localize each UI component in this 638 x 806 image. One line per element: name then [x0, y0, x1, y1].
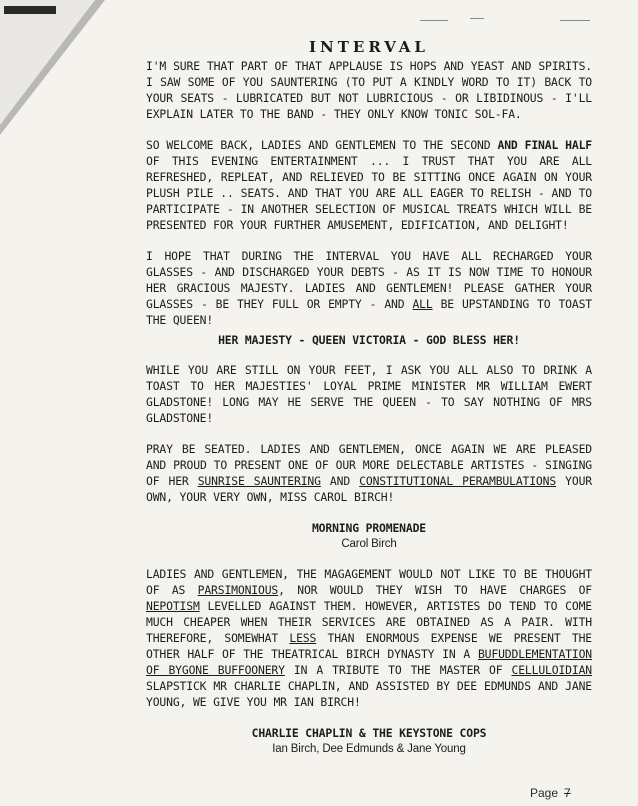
text-span: PRAY BE SEATED. LADIES AND GENTLEMEN, ONCE AGAIN WE ARE PLEASED AND PROUD TO PRESENT ONE OF OUR MORE DELECTABLE ARTISTES - SINGING OF HER — [146, 442, 592, 488]
paragraph-3 — [146, 248, 592, 328]
page-label: Page — [530, 786, 559, 800]
underlined-text: ALL — [412, 297, 433, 311]
text-span: BE UPSTANDING TO TOAST THE QUEEN! — [146, 297, 592, 327]
text-span: I HOPE THAT DURING THE INTERVAL YOU HAVE ALL RECHARGED YOUR GLASSES - AND DISCHARGED YOUR DEBTS - AS IT IS NOW TIME TO HONOUR HER GRACIOUS MAJESTY. LADIES AND GENTLEMEN! PLEASE GATHER YOUR GLASSES - BE THEY FULL OR EMPTY - AND — [146, 249, 592, 311]
text-span: LADIES AND GENTLEMEN, THE MAGAGEMENT WOULD NOT LIKE TO BE THOUGHT OF AS — [146, 567, 592, 597]
paragraph-2 — [146, 137, 592, 233]
act-title: MORNING PROMENADE — [311, 521, 427, 535]
paragraph-1: I'M SURE THAT PART OF THAT APPLAUSE IS HOPS AND YEAST AND SPIRITS. I SAW SOME OF YOU SAUNTERING (TO PUT A KINDLY WORD TO IT) BACK TO YOUR SEATS - LUBRICATED BUT NOT LUBRICIOUS - OR LIBIDINOUS - I'LL EXPLAIN LATER TO THE BAND - THEY ONLY KNOW TONIC SOL-FA. — [146, 59, 592, 121]
toast-line: HER MAJESTY - QUEEN VICTORIA - GOD BLESS HER! — [218, 333, 520, 347]
text-span: OF THIS EVENING ENTERTAINMENT ... I TRUST THAT YOU ARE ALL REFRESHED, REPLEAT, AND RELIEVED TO BE SITTING ONCE AGAIN ON YOUR PLUSH PILE .. SEATS. AND THAT YOU ARE ALL EAGER TO RELISH - AND TO PARTICIPATE - IN ANOTHER SELECTION OF MUSICAL TREATS WHICH WILL BE PRESENTED FOR YOUR FURTHER AMUSEMENT, EDIFICATION, AND DELIGHT! — [146, 154, 592, 232]
folded-corner — [0, 0, 95, 125]
scan-mark — [420, 20, 448, 21]
scan-mark — [470, 18, 484, 19]
text-span: THAN ENORMOUS EXPENSE WE PRESENT THE OTHER HALF OF THE THEATRICAL BIRCH DYNASTY IN A — [146, 631, 592, 661]
text-span: YOUR OWN, YOUR VERY OWN, MISS CAROL BIRCH! — [146, 474, 592, 504]
underlined-text: PARSIMONIOUS — [197, 583, 279, 597]
underlined-text: CELLULOIDIAN — [511, 663, 592, 677]
text-span: LEVELLED AGAINST THEM. HOWEVER, ARTISTES DO TEND TO COME MUCH CHEAPER WHEN THEIR SERVICES ARE OBTAINED AS A PAIR. WITH THEREFORE, SOMEWHAT — [146, 599, 592, 645]
page-title: INTERVAL — [309, 38, 429, 56]
text-span: IN A TRIBUTE TO THE MASTER OF — [284, 663, 512, 677]
underlined-text: CONSTITUTIONAL PERAMBULATIONS — [359, 474, 557, 488]
act-performer: Carol Birch — [341, 538, 397, 550]
document-body — [146, 38, 592, 771]
paragraph-5 — [146, 441, 592, 505]
text-span: SLAPSTICK MR CHARLIE CHAPLIN, AND ASSISTED BY DEE EDMUNDS AND JANE YOUNG, WE GIVE YOU MR IAN BIRCH! — [146, 679, 592, 709]
bold-text: AND FINAL HALF — [497, 138, 592, 152]
underlined-text: SUNRISE SAUNTERING — [197, 474, 321, 488]
tape-strip — [4, 6, 56, 14]
scan-mark — [560, 20, 590, 21]
page-number — [530, 786, 571, 800]
text-span: AND — [320, 474, 360, 488]
text-span: , NOR WOULD THEY WISH TO HAVE CHARGES OF — [278, 583, 593, 597]
act-performer: Ian Birch, Dee Edmunds & Jane Young — [272, 743, 466, 755]
text-span: SO WELCOME BACK, LADIES AND GENTLEMEN TO THE SECOND — [146, 138, 498, 152]
paragraph-6 — [146, 566, 592, 710]
page-number-value: 7 — [564, 786, 571, 800]
underlined-text: NEPOTISM — [146, 599, 200, 613]
underlined-text: BUFUDDLEMENTATION OF BYGONE BUFFOONERY — [146, 647, 592, 677]
underlined-text: LESS — [289, 631, 317, 645]
act-title: CHARLIE CHAPLIN & THE KEYSTONE COPS — [251, 726, 487, 740]
paragraph-4: WHILE YOU ARE STILL ON YOUR FEET, I ASK YOU ALL ALSO TO DRINK A TOAST TO HER MAJESTIES' LOYAL PRIME MINISTER MR WILLIAM EWERT GLADSTONE! LONG MAY HE SERVE THE QUEEN - TO SAY NOTHING OF MRS GLADSTONE! — [146, 363, 592, 425]
